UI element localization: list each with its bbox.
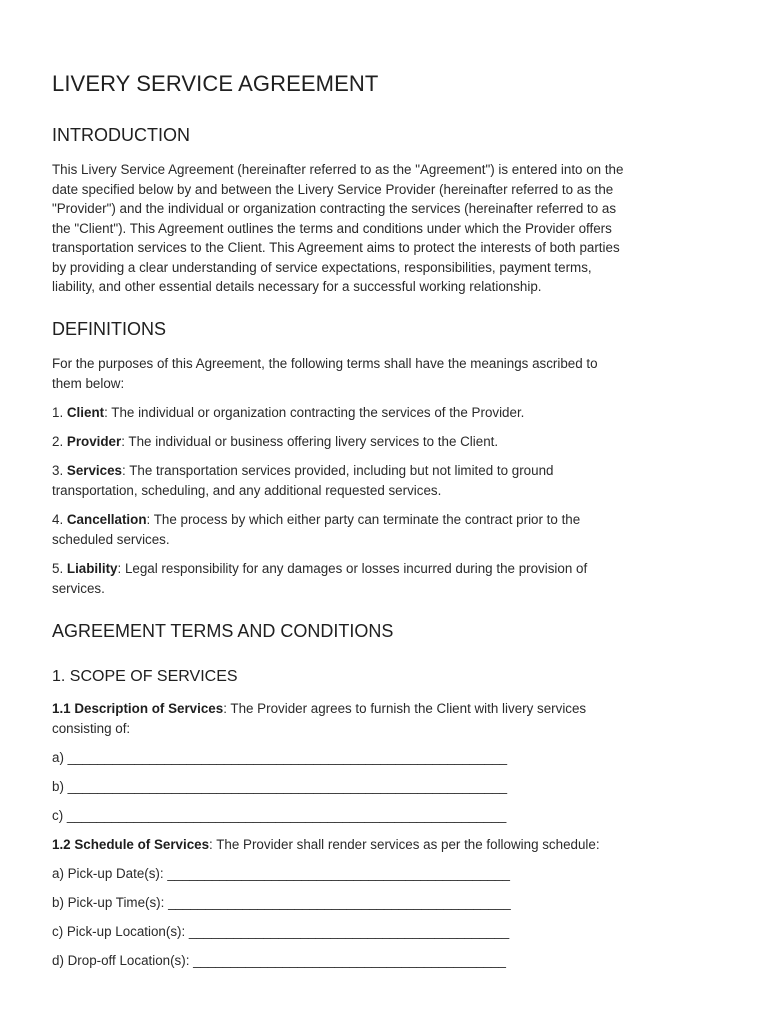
description-blank-b[interactable]: b) ___________________________________________________________ — [52, 779, 508, 794]
schedule-label: 1.2 Schedule of Services — [52, 837, 210, 852]
scope-heading: 1. SCOPE OF SERVICES — [52, 668, 238, 685]
dropoff-location-field[interactable]: d) Drop-off Location(s): __________________________________________ — [52, 953, 506, 968]
definition-item: 3. Services: The transportation services provided, including but not limited to ground transportation, scheduling, and any additional requested services. — [52, 463, 554, 498]
definitions-heading: DEFINITIONS — [52, 319, 167, 339]
introduction-paragraph: This Livery Service Agreement (hereinafter referred to as the "Agreement") is entered into on the date specified below by and between the Livery Service Provider (hereinafter referred to as the "Provider") and the individual or organization contracting the services (hereinafter referred to as the "Client"). This Agreement outlines the terms and conditions under which the Provider offers transportation services to the Client. This Agreement aims to protect the interests of both parties by providing a clear understanding of service expectations, responsibilities, payment terms, liability, and other essential details necessary for a successful working relationship. — [52, 162, 624, 294]
description-label: 1.1 Description of Services — [52, 701, 224, 716]
definition-term: Services — [66, 463, 122, 478]
description-blank-c[interactable]: c) ___________________________________________________________ — [52, 808, 507, 823]
description-blank-a[interactable]: a) ___________________________________________________________ — [52, 750, 508, 765]
pickup-time-field[interactable]: b) Pick-up Time(s): ______________________________________________ — [52, 895, 511, 910]
introduction-heading: INTRODUCTION — [52, 125, 190, 145]
definition-item: 2. Provider: The individual or business offering livery services to the Client. — [52, 434, 499, 449]
definition-term: Cancellation — [66, 512, 147, 527]
definition-item: 5. Liability: Legal responsibility for any damages or losses incurred during the provision of services. — [52, 561, 588, 596]
definition-term: Client — [66, 405, 105, 420]
pickup-date-field[interactable]: a) Pick-up Date(s): ______________________________________________ — [52, 866, 510, 881]
definitions-intro: For the purposes of this Agreement, the following terms shall have the meanings ascribed to them below: — [52, 356, 598, 391]
document-title: LIVERY SERVICE AGREEMENT — [52, 71, 379, 96]
definition-term: Liability — [66, 561, 118, 576]
pickup-location-field[interactable]: c) Pick-up Location(s): ___________________________________________ — [52, 924, 510, 939]
definition-item: 1. Client: The individual or organization contracting the services of the Provider. — [52, 405, 525, 420]
definition-item: 4. Cancellation: The process by which either party can terminate the contract prior to the scheduled services. — [52, 512, 581, 547]
definition-term: Provider — [66, 434, 122, 449]
description-of-services: 1.1 Description of Services: The Provider agrees to furnish the Client with livery services consisting of: — [52, 701, 587, 736]
terms-heading: AGREEMENT TERMS AND CONDITIONS — [52, 621, 394, 641]
schedule-of-services: 1.2 Schedule of Services: The Provider shall render services as per the following schedule: — [52, 837, 600, 852]
